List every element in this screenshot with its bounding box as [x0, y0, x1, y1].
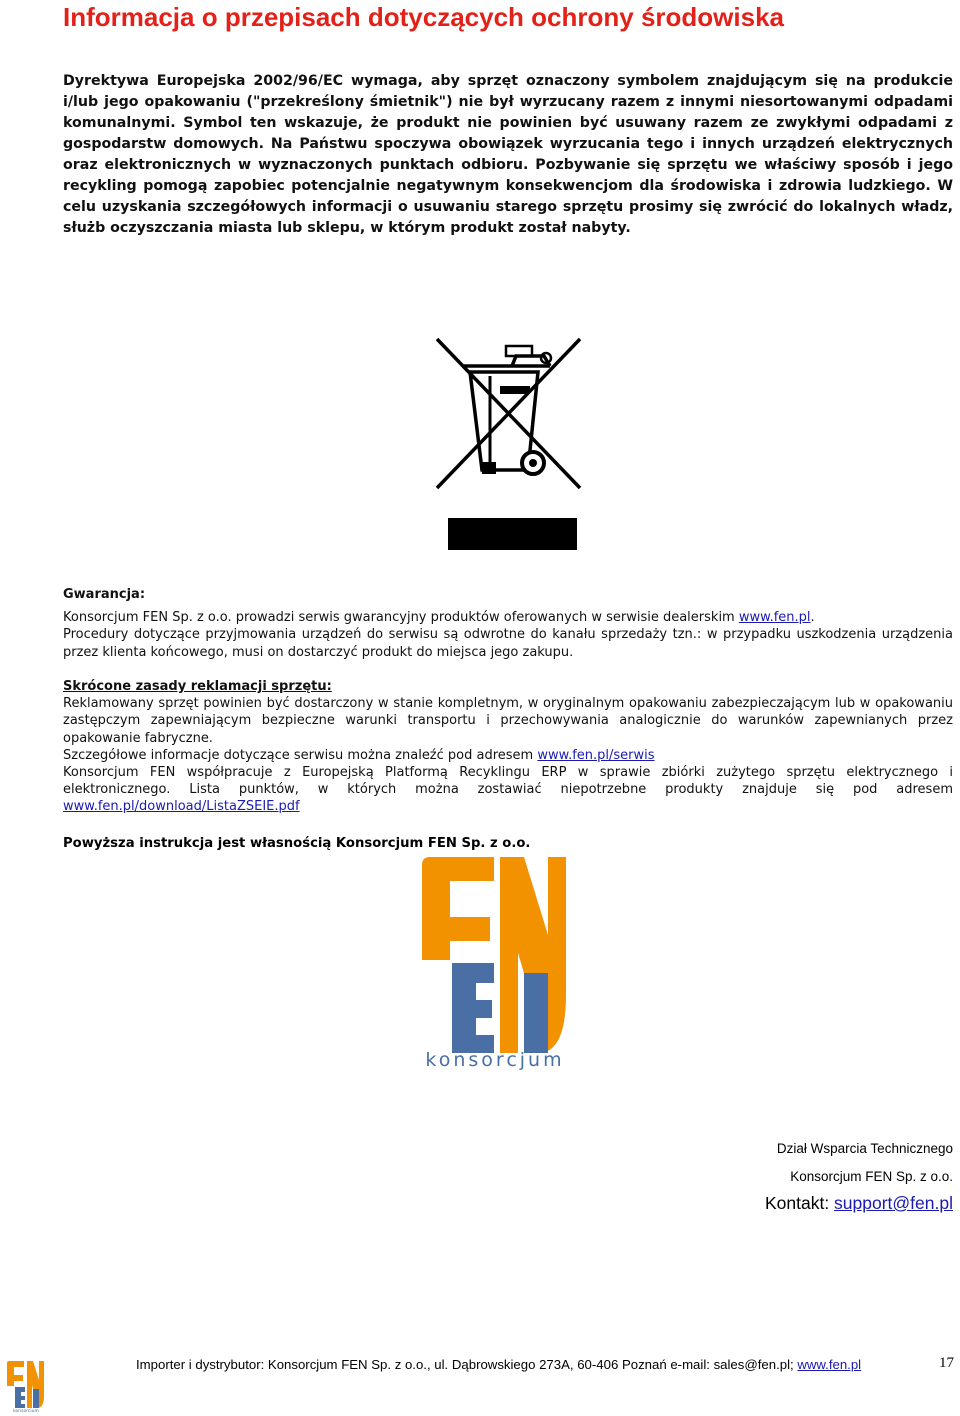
directive-paragraph: Dyrektywa Europejska 2002/96/EC wymaga, aby sprzęt oznaczony symbolem znajdującym się na produkcie i/lub jego opakowaniu ("przekreślony śmietnik") nie był wyrzucany razem z innymi niesortowanymi odpadami komunalnymi. Symbol ten wskazuje, że produkt nie powinien być usuwany razem ze zwykłymi odpadami z gospodarstw domowych. Na Państwu spoczywa obowiązek wyrzucania tego i innych urządzeń elektrycznych oraz elektronicznych w wyznaczonych punktach odbioru. Pozbywanie się sprzętu we właściwy sposób i jego recykling pomogą zapobiec potencjalnie negatywnym konsekwencjom dla środowiska i zdrowia ludzkiego. W celu uzyskania szczegółowych informacji o usuwaniu starego sprzętu prosimy się zwrócić do lokalnych władz, służb oczyszczania miasta lub sklepu, w którym produkt został nabyty.: [63, 73, 953, 236]
recycling-list-link[interactable]: www.fen.pl/download/ListaZSEIE.pdf: [63, 799, 300, 815]
warranty-period: .: [810, 610, 815, 626]
support-company: Konsorcjum FEN Sp. z o.o.: [790, 1169, 953, 1184]
logo-subtitle: konsorcjum: [425, 1049, 565, 1070]
recycling-info: [63, 764, 953, 816]
contact-label: Kontakt:: [764, 1193, 835, 1213]
complaints-paragraph: Reklamowany sprzęt powinien być dostarczony w stanie kompletnym, w oryginalnym opakowaniu zabezpieczającym lub w opakowaniu zastępczym zapewniającym bezpieczne warunki transportu i przechowywania analogicznie do warunków zapewnianych przez opakowanie fabryczne.: [63, 696, 953, 746]
support-department: Dział Wsparcia Technicznego: [776, 1141, 953, 1156]
footer-importer-info: [136, 1357, 861, 1372]
warranty-heading: Gwarancja:: [63, 587, 146, 602]
footer-logo-subtitle: konsorcjum: [13, 1409, 39, 1412]
warranty-text: Konsorcjum FEN Sp. z o.o. prowadzi serwis gwarancyjny produktów oferowanych w serwisie dealerskim: [63, 610, 739, 626]
page-number: 17: [939, 1355, 954, 1371]
dealer-link[interactable]: www.fen.pl: [738, 610, 811, 626]
complaints-section: [63, 678, 953, 816]
recycling-text: Konsorcjum FEN współpracuje z Europejską Platformą Recyklingu ERP w sprawie zbiórki zużytego sprzętu elektrycznego i elektronicznego. Lista punktów, w których można zostawiać niepotrzebne produkty znajduje się pod adresem: [63, 765, 953, 798]
warranty-section: [63, 586, 953, 661]
warranty-procedure: Procedury dotyczące przyjmowania urządzeń do serwisu są odwrotne do kanału sprzedaży tzn.: w przypadku uszkodzenia urządzenia przez klienta końcowego, musi on dostarczyć produkt do miejsca jego zakupu.: [63, 627, 953, 660]
complaints-heading: Skrócone zasady reklamacji sprzętu:: [63, 679, 332, 694]
service-text: Szczegółowe informacje dotyczące serwisu można znaleźć pod adresem: [63, 747, 538, 763]
warranty-line1: [63, 609, 953, 626]
service-info: [63, 747, 953, 764]
crossed-out-wheelie-bin-icon: [434, 336, 584, 554]
page-title: Informacja o przepisach dotyczących ochrony środowiska: [63, 2, 784, 32]
ownership-note: Powyższa instrukcja jest własnością Konsorcjum FEN Sp. z o.o.: [63, 836, 531, 851]
footer-text: Importer i dystrybutor: Konsorcjum FEN Sp. z o.o., ul. Dąbrowskiego 273A, 60-406 Poznań e-mail: sales@fen.pl;: [136, 1357, 798, 1372]
footer-fen-logo: [6, 1360, 46, 1412]
fen-konsorcjum-logo: [420, 855, 570, 1070]
support-email-link[interactable]: support@fen.pl: [834, 1193, 953, 1213]
service-link[interactable]: www.fen.pl/serwis: [537, 747, 655, 763]
support-contact: [765, 1193, 953, 1214]
footer-website-link[interactable]: www.fen.pl: [797, 1357, 862, 1372]
